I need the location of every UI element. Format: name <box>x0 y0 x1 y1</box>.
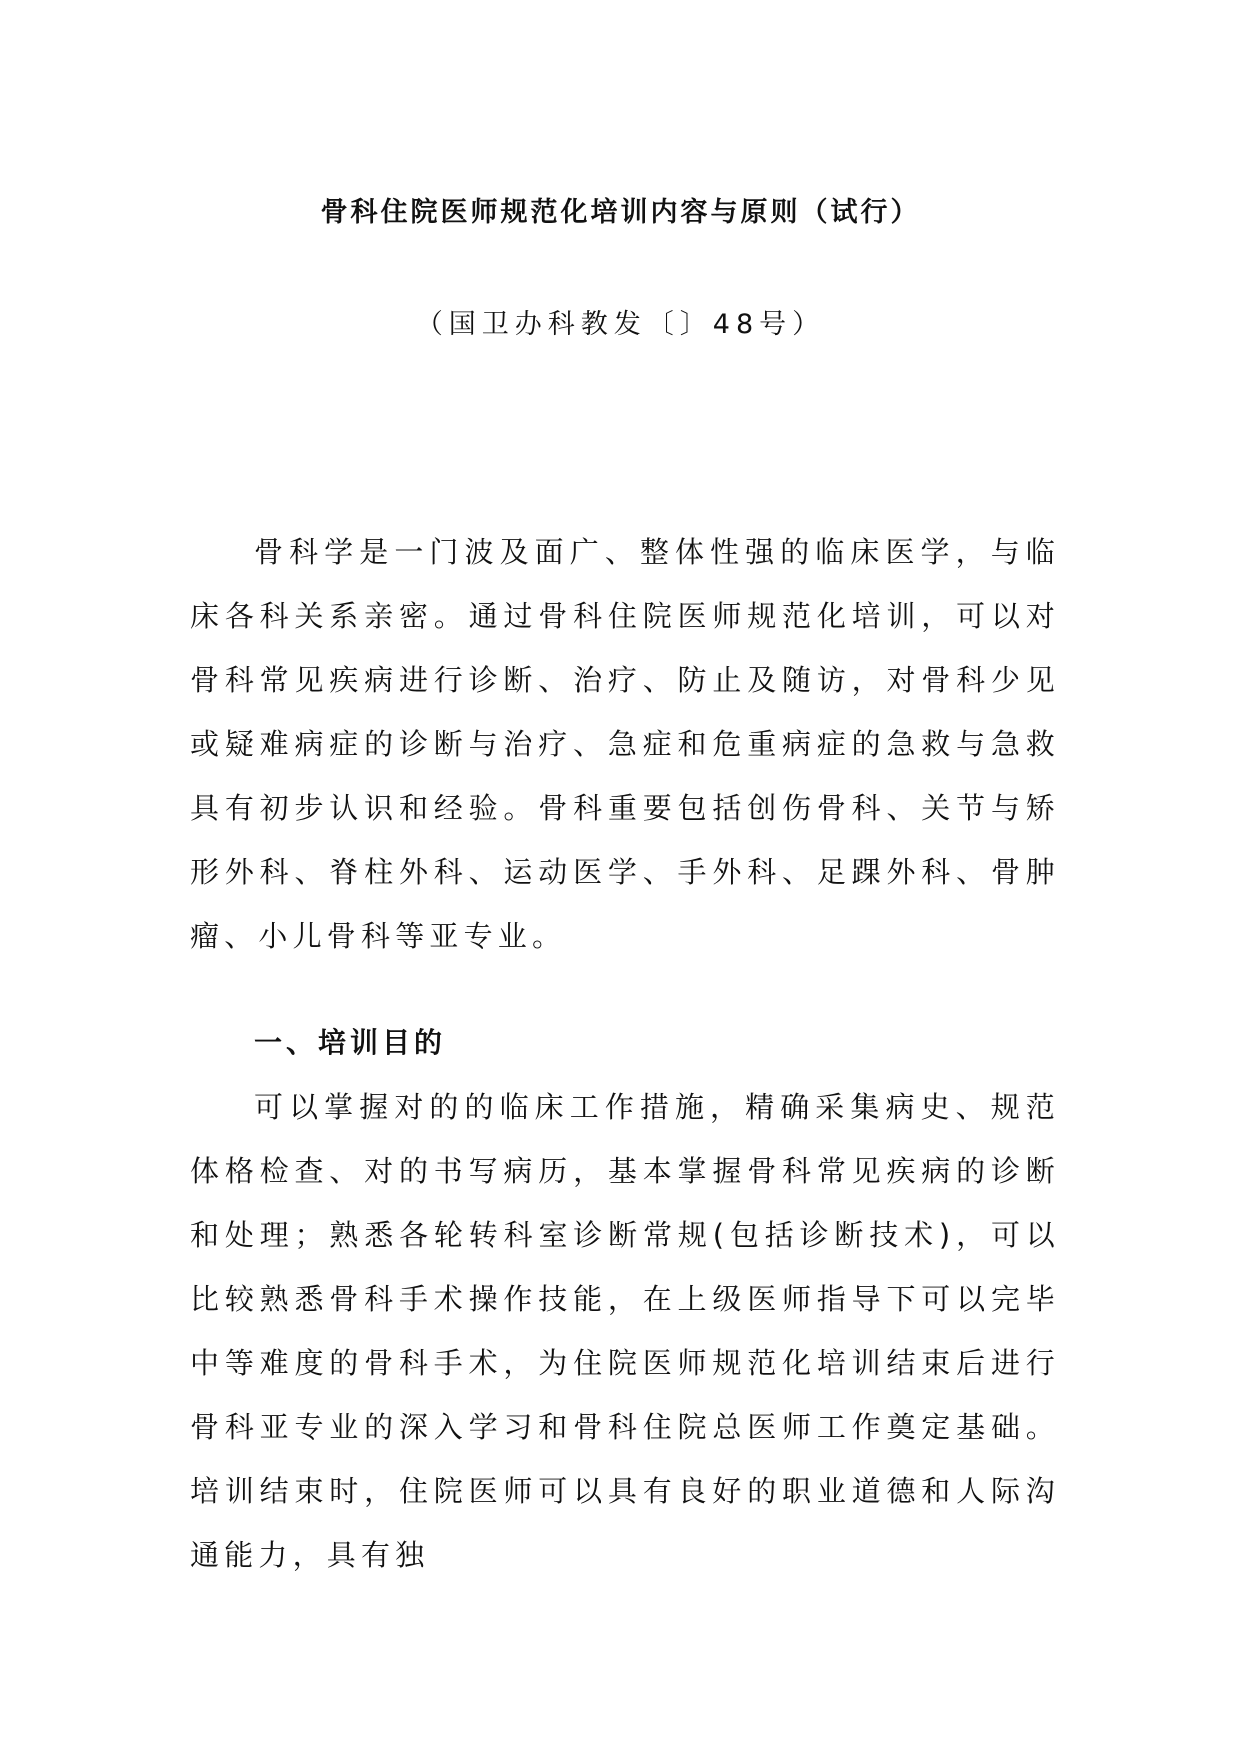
document-title: 骨科住院医师规范化培训内容与原则（试行） <box>320 197 921 228</box>
intro-paragraph: 骨科学是一门波及面广、整体性强的临床医学，与临床各科关系亲密。通过骨科住院医师规范化培训，可以对骨科常见疾病进行诊断、治疗、防止及随访，对骨科少见或疑难病症的诊断与治疗、急症和危重病症的急救与急救具有初步认识和经验。骨科重要包括创伤骨科、关节与矫形外科、脊柱外科、运动医学、手外科、足踝外科、骨肿瘤、小儿骨科等亚专业。 <box>190 535 1060 953</box>
section-heading-training-purpose: 一、培训目的 <box>254 1026 447 1059</box>
document-number: （国卫办科教发〔〕48号） <box>415 309 826 340</box>
training-purpose-paragraph: 可以掌握对的的临床工作措施，精确采集病史、规范体格检查、对的书写病历，基本掌握骨科常见疾病的诊断和处理；熟悉各轮转科室诊断常规(包括诊断技术)，可以比较熟悉骨科手术操作技能，在上级医师指导下可以完毕中等难度的骨科手术，为住院医师规范化培训结束后进行骨科亚专业的深入学习和骨科住院总医师工作奠定基础。培训结束时，住院医师可以具有良好的职业道德和人际沟通能力，具有独 <box>190 1090 1060 1572</box>
